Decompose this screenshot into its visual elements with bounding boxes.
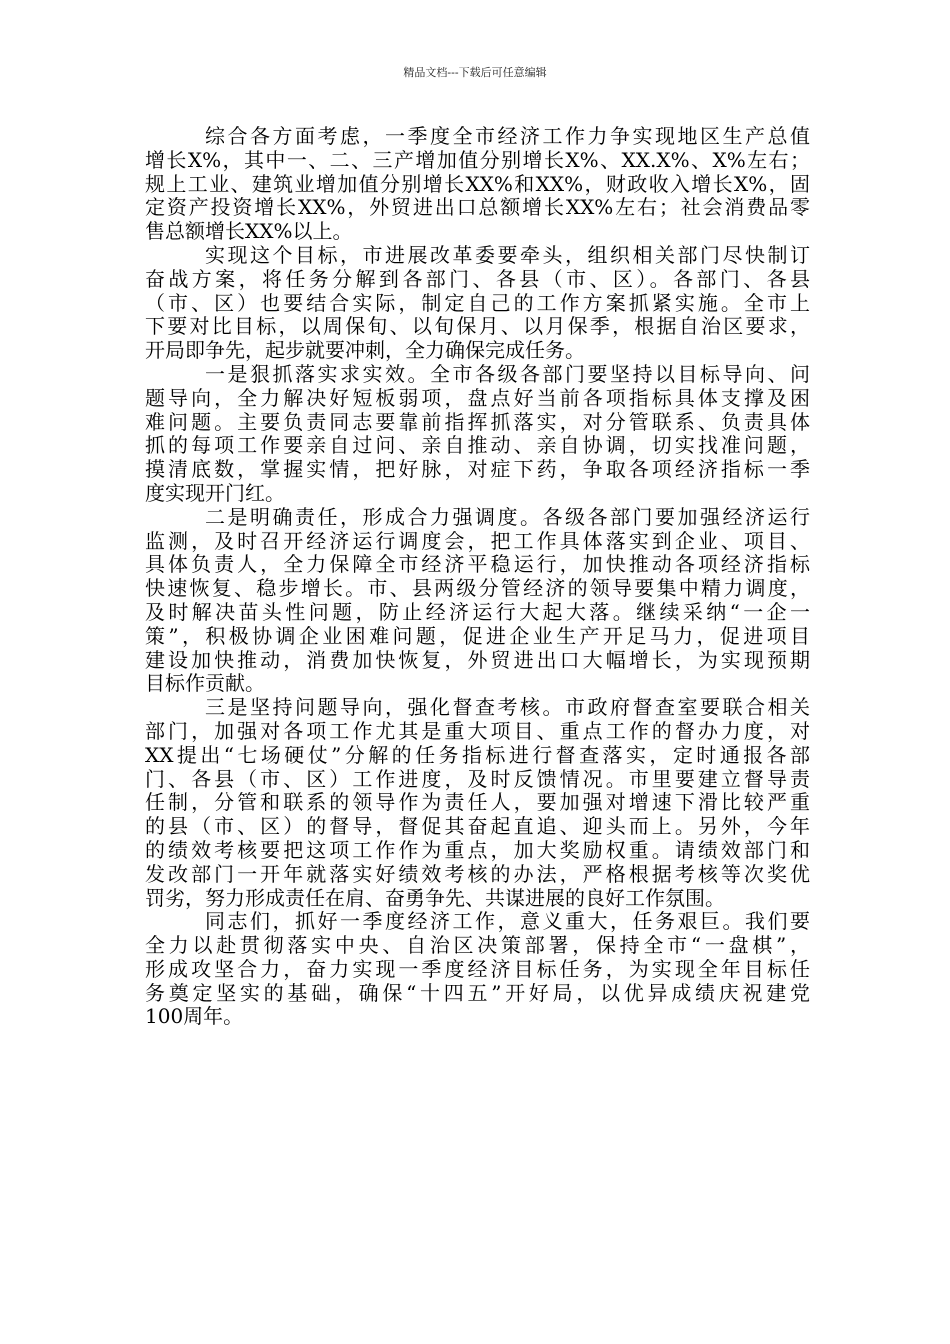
text-line: 门、各县（市、区）工作进度，及时反馈情况。市里要建立督导责	[145, 766, 810, 791]
text-line: 一是狠抓落实求实效。全市各级各部门要坚持以目标导向、问	[205, 361, 810, 386]
paragraph	[145, 696, 810, 910]
paragraph	[145, 363, 810, 506]
text-line: 难问题。主要负责同志要靠前指挥抓落实，对分管联系、负责具体	[145, 409, 810, 434]
text-line: 定资产投资增长XX%，外贸进出口总额增长XX%左右；社会消费品零	[145, 195, 810, 220]
text-line: 的县（市、区）的督导，督促其奋起直追、迎头而上。另外，今年	[145, 814, 810, 839]
text-line: 规上工业、建筑业增加值分别增长XX%和XX%，财政收入增长X%，固	[145, 171, 810, 196]
text-line: 目标作贡献。	[145, 671, 265, 696]
text-line: （市、区）也要结合实际，制定自己的工作方案抓紧实施。全市上	[145, 290, 810, 315]
text-line: 发改部门一开年就落实好绩效考核的办法，严格根据考核等次奖优	[145, 861, 810, 886]
text-line: 摸清底数，掌握实情，把好脉，对症下药，争取各项经济指标一季	[145, 457, 810, 482]
text-line: 同志们，抓好一季度经济工作，意义重大，任务艰巨。我们要	[205, 909, 810, 934]
text-line: 题导向，全力解决好短板弱项，盘点好当前各项指标具体支撑及困	[145, 385, 810, 410]
text-line: 100周年。	[145, 1004, 244, 1029]
page-header: 精品文档---下载后可任意编辑	[403, 66, 547, 79]
text-line: 的绩效考核要把这项工作作为重点，加大奖励权重。请绩效部门和	[145, 837, 810, 862]
text-line: 务奠定坚实的基础，确保“十四五”开好局，以优异成绩庆祝建党	[145, 980, 810, 1005]
text-line: 开局即争先，起步就要冲刺，全力确保完成任务。	[145, 338, 585, 363]
paragraph	[145, 506, 810, 696]
text-line: 二是明确责任，形成合力强调度。各级各部门要加强经济运行	[205, 504, 810, 529]
text-line: 下要对比目标，以周保旬、以旬保月、以月保季，根据自治区要求，	[145, 314, 810, 339]
paragraph	[145, 244, 810, 363]
text-line: 及时解决苗头性问题，防止经济运行大起大落。继续采纳“一企一	[145, 599, 810, 624]
document-body	[145, 125, 810, 1029]
text-line: 增长X%，其中一、二、三产增加值分别增长X%、XX.X%、X%左右；	[145, 147, 810, 172]
text-line: 抓的每项工作要亲自过问、亲自推动、亲自协调，切实找准问题，	[145, 433, 810, 458]
text-line: 售总额增长XX%以上。	[145, 219, 353, 244]
paragraph	[145, 125, 810, 244]
text-line: 实现这个目标，市进展改革委要牵头，组织相关部门尽快制订	[205, 242, 810, 267]
text-line: 策”，积极协调企业困难问题，促进企业生产开足马力，促进项目	[145, 623, 810, 648]
text-line: XX提出“七场硬仗”分解的任务指标进行督查落实，定时通报各部	[145, 742, 810, 767]
text-line: 奋战方案，将任务分解到各部门、各县（市、区）。各部门、各县	[145, 266, 810, 291]
text-line: 综合各方面考虑，一季度全市经济工作力争实现地区生产总值	[205, 124, 810, 148]
text-line: 建设加快推动，消费加快恢复，外贸进出口大幅增长，为实现预期	[145, 647, 810, 672]
text-line: 监测，及时召开经济运行调度会，把工作具体落实到企业、项目、	[145, 528, 810, 553]
text-line: 具体负责人，全力保障全市经济平稳运行，加快推动各项经济指标	[145, 552, 810, 577]
text-line: 任制，分管和联系的领导作为责任人，要加强对增速下滑比较严重	[145, 790, 810, 815]
text-line: 三是坚持问题导向，强化督查考核。市政府督查室要联合相关	[205, 695, 810, 720]
text-line: 罚劣，努力形成责任在肩、奋勇争先、共谋进展的良好工作氛围。	[145, 885, 725, 910]
text-line: 快速恢复、稳步增长。市、县两级分管经济的领导要集中精力调度，	[145, 576, 810, 601]
paragraph	[145, 910, 810, 1029]
text-line: 形成攻坚合力，奋力实现一季度经济目标任务，为实现全年目标任	[145, 956, 810, 981]
text-line: 度实现开门红。	[145, 480, 285, 505]
text-line: 全力以赴贯彻落实中央、自治区决策部署，保持全市“一盘棋”，	[145, 933, 810, 958]
text-line: 部门，加强对各项工作尤其是重大项目、重点工作的督办力度，对	[145, 718, 810, 743]
